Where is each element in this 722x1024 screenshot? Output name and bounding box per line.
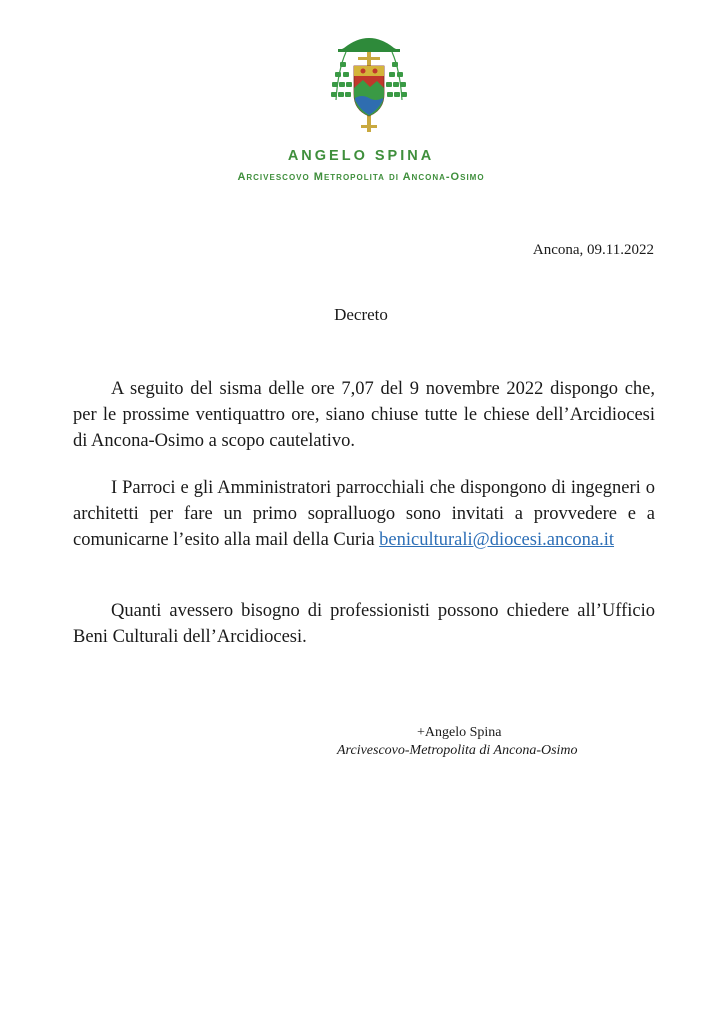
paragraph-instructions-text: I Parroci e gli Amministratori parrocchiali che dispongono di ingegneri o architetti per fare un primo sopralluogo sono invitati a provvedere e a comunicarne l’esito alla mail della Curia bbox=[73, 478, 655, 550]
archbishop-name-header: ANGELO SPINA bbox=[287, 148, 435, 164]
paragraph-decree: A seguito del sisma delle ore 7,07 del 9 novembre 2022 dispongo che, per le prossime ventiquattro ore, siano chiuse tutte le chiese dell’Arcidiocesi di Ancona-Osimo a scopo cautelativo. bbox=[73, 379, 655, 451]
paragraph-professionals: Quanti avessero bisogno di professionisti possono chiedere all’Ufficio Beni Culturali dell’Arcidiocesi. bbox=[73, 601, 655, 647]
document-title: Decreto bbox=[334, 305, 388, 324]
signature-title: Arcivescovo-Metropolita di Ancona-Osimo bbox=[337, 743, 578, 758]
curia-email-link[interactable]: beniculturali@diocesi.ancona.it bbox=[379, 530, 615, 550]
signature-name: +Angelo Spina bbox=[417, 725, 502, 740]
paragraph-instructions bbox=[73, 475, 655, 553]
archbishop-title-header: Arcivescovo Metropolita di Ancona-Osimo bbox=[237, 171, 485, 183]
document-date: Ancona, 09.11.2022 bbox=[532, 242, 654, 258]
archbishop-coat-of-arms-icon bbox=[330, 30, 408, 136]
